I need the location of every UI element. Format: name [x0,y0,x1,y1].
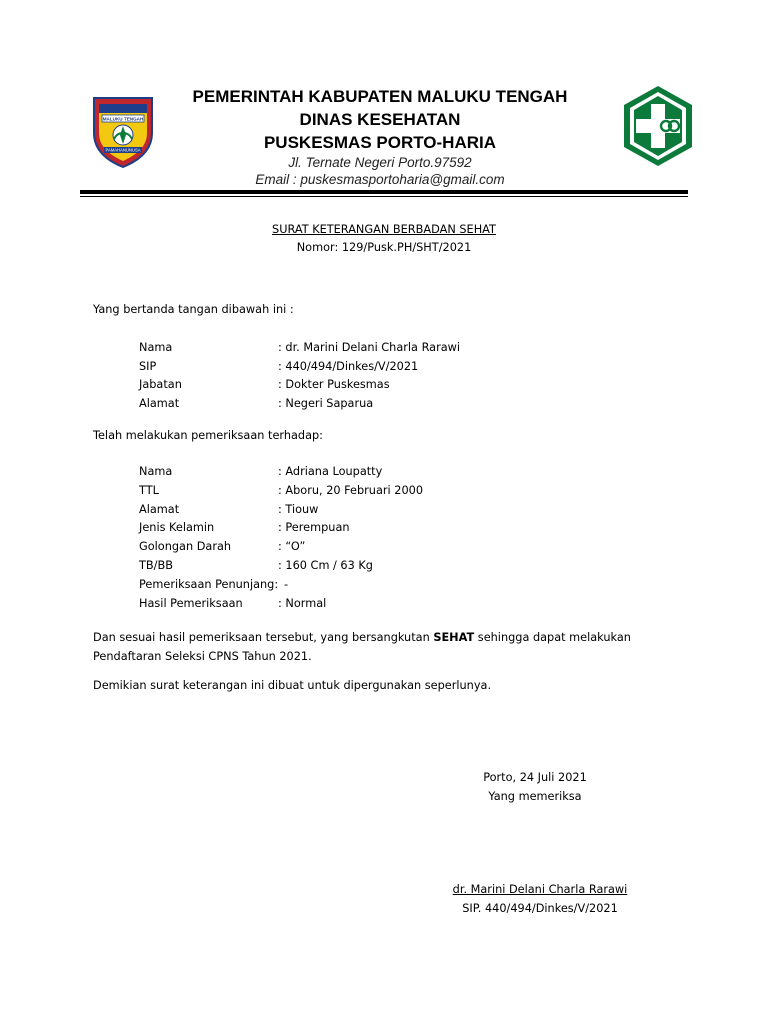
emblem-motto-text: PAMAHANUNUSA [105,147,141,153]
field-value: : 440/494/Dinkes/V/2021 [278,360,419,373]
patient-field-row [0,521,768,539]
intro-text: Yang bertanda tangan dibawah ini : [93,303,294,316]
field-label: Golongan Darah [139,540,232,553]
field-value: : dr. Marini Delani Charla Rarawi [278,341,461,354]
signature-name: dr. Marini Delani Charla Rarawi [452,883,628,896]
field-value: : “O” [278,540,306,553]
conclusion-post: sehingga dapat melakukan Pendaftaran Seleksi CPNS Tahun 2021. [93,631,631,663]
field-label: SIP [139,360,157,373]
field-value: - [284,578,289,591]
letterhead-department: DINAS KESEHATAN [299,110,461,129]
signature-sip: SIP. 440/494/Dinkes/V/2021 [462,902,618,915]
conclusion-pre: Dan sesuai hasil pemeriksaan tersebut, yang bersangkutan [93,631,434,644]
field-value: : Perempuan [278,521,350,534]
field-value: : Adriana Loupatty [278,465,383,478]
closing-text: Demikian surat keterangan ini dibuat untuk dipergunakan seperlunya. [93,679,492,692]
field-value: : Tiouw [278,503,319,516]
patient-field-row [0,559,768,577]
field-label: Jenis Kelamin [139,521,215,534]
field-label: TTL [139,484,159,497]
emblem-banner-text: MALUKU TENGAH [102,116,144,122]
conclusion-paragraph [93,628,693,666]
field-value: : Negeri Saparua [278,397,374,410]
field-label: Alamat [139,397,180,410]
conclusion-bold: SEHAT [433,631,475,644]
signer-field-row [0,397,768,415]
patient-field-row [0,578,768,596]
puskesmas-green-cross-icon [622,84,694,168]
patient-field-row [0,465,768,483]
letterhead-email: Email : puskesmasportoharia@gmail.com [255,172,505,187]
field-label: Nama [139,341,173,354]
field-label: Nama [139,465,173,478]
field-value: : Normal [278,597,327,610]
document-number: Nomor: 129/Pusk.PH/SHT/2021 [296,241,472,254]
letterhead-address: Jl. Ternate Negeri Porto.97592 [288,155,472,170]
field-value: : Aboru, 20 Februari 2000 [278,484,424,497]
field-label: Hasil Pemeriksaan [139,597,243,610]
signer-field-row [0,378,768,396]
field-label: Jabatan [139,378,182,391]
signer-field-row [0,341,768,359]
signature-place-date: Porto, 24 Juli 2021 [483,771,587,784]
field-value: : Dokter Puskesmas [278,378,390,391]
letterhead-rule-thin [80,196,688,197]
document-title: SURAT KETERANGAN BERBADAN SEHAT [272,223,496,236]
letterhead-rule-thick [80,190,688,194]
patient-field-row [0,540,768,558]
patient-field-row [0,503,768,521]
signature-role: Yang memeriksa [488,790,582,803]
field-label: Pemeriksaan Penunjang: [139,578,279,591]
patient-field-row [0,484,768,502]
field-value: : 160 Cm / 63 Kg [278,559,373,572]
letterhead-puskesmas: PUSKESMAS PORTO-HARIA [263,133,497,152]
patient-field-row [0,597,768,615]
exam-intro-text: Telah melakukan pemeriksaan terhadap: [93,429,323,442]
letterhead-government: PEMERINTAH KABUPATEN MALUKU TENGAH [192,87,568,106]
field-label: Alamat [139,503,180,516]
field-label: TB/BB [139,559,173,572]
signer-field-row [0,360,768,378]
kabupaten-maluku-tengah-emblem-icon [90,95,156,169]
